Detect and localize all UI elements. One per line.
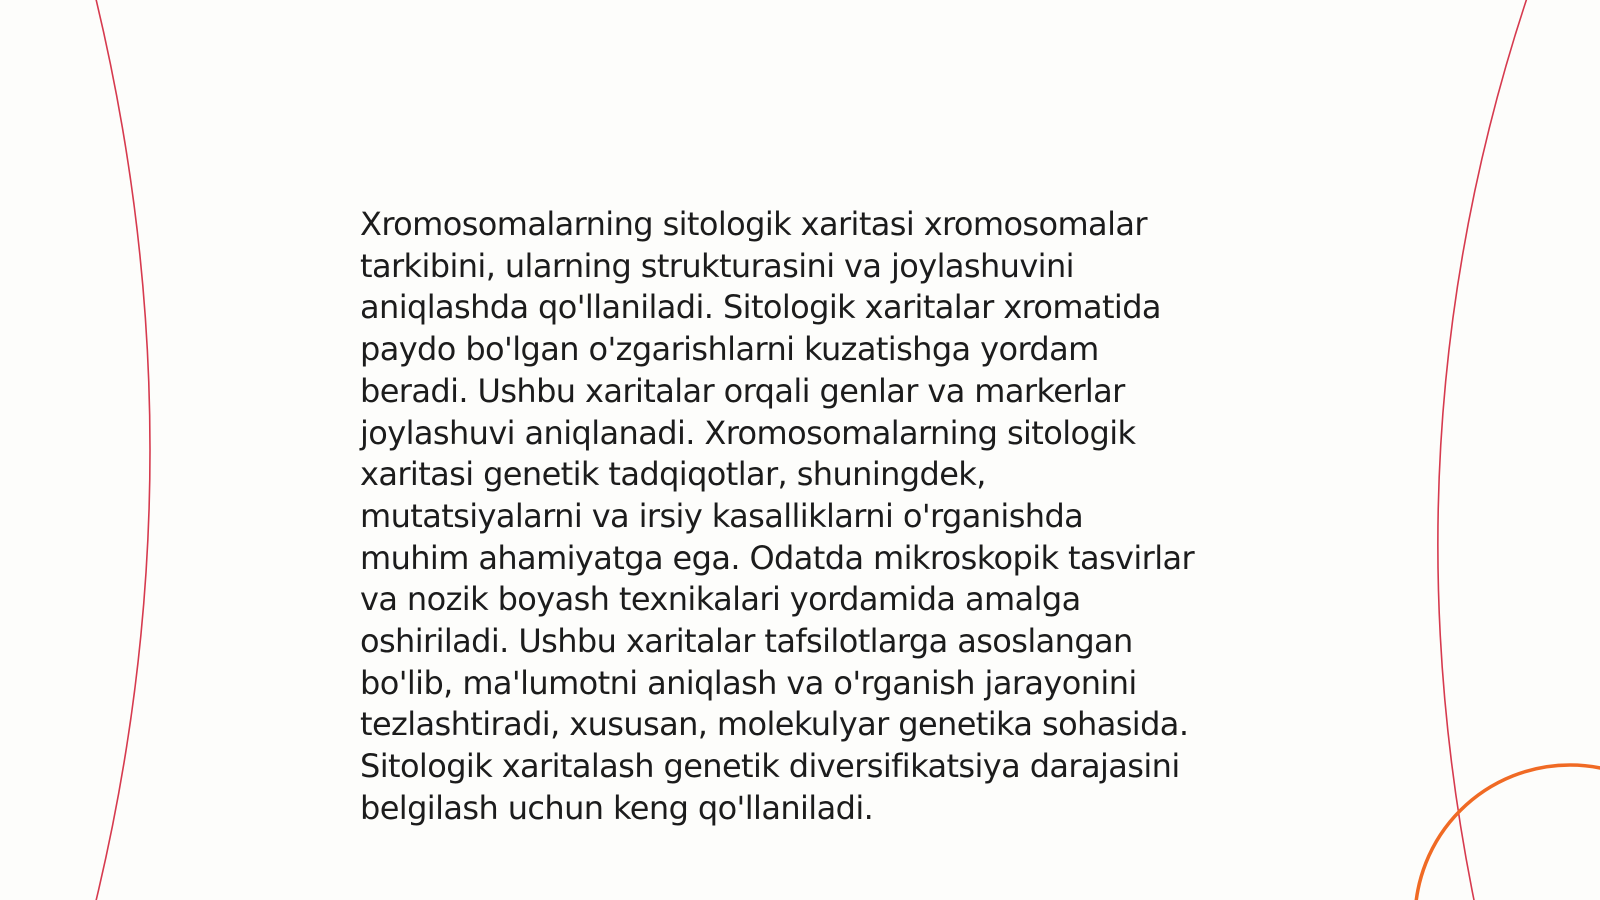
left-curve-line <box>95 0 150 900</box>
accent-circle <box>1415 765 1600 900</box>
right-curve-line <box>1438 0 1528 900</box>
body-paragraph: Xromosomalarning sitologik xaritasi xromosomalar tarkibini, ularning strukturasini va joylashuvini aniqlashda qo'llaniladi. Sitologik xaritalar xromatida paydo bo'lgan o'zgarishlarni kuzatishga yordam beradi. Ushbu xaritalar orqali genlar va markerlar joylashuvi aniqlanadi. Xromosomalarning sitologik xaritasi genetik tadqiqotlar, shuningdek, mutatsiyalarni va irsiy kasalliklarni o'rganishda muhim ahamiyatga ega. Odatda mikroskopik tasvirlar va nozik boyash texnikalari yordamida amalga oshiriladi. Ushbu xaritalar tafsilotlarga asoslangan bo'lib, ma'lumotni aniqlash va o'rganish jarayonini tezlashtiradi, xususan, molekulyar genetika sohasida. Sitologik xaritalash genetik diversifikatsiya darajasini belgilash uchun keng qo'llaniladi. <box>360 205 1195 827</box>
